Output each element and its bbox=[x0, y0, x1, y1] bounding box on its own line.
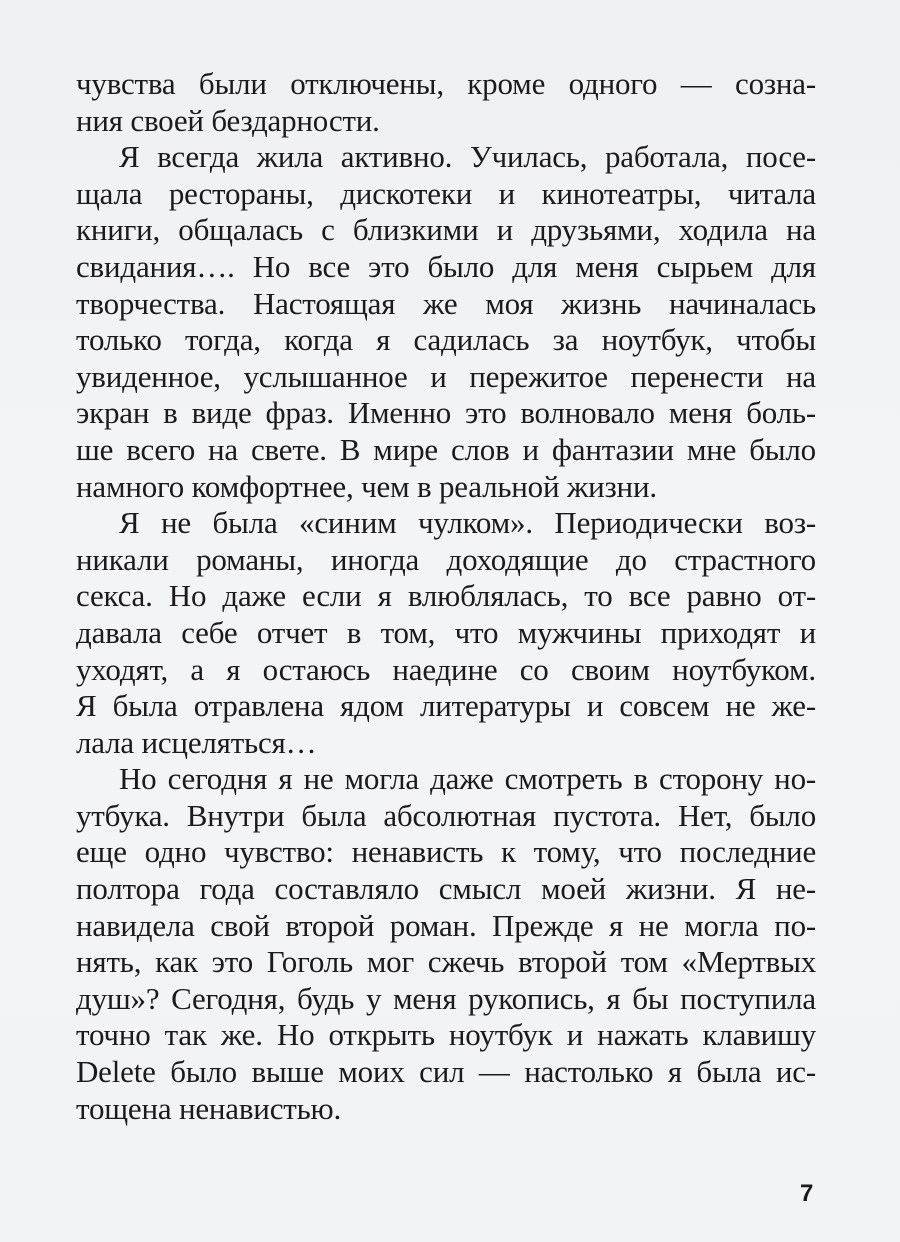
text-line: нять, как это Гоголь мог сжечь второй том «Мертвых bbox=[76, 944, 816, 980]
body-text bbox=[76, 66, 816, 1127]
text-line: увиденное, услышанное и пережитое перенести на bbox=[76, 358, 816, 394]
text-line: намного комфортнее, чем в реальной жизни. bbox=[76, 468, 657, 504]
text-line: Я была отравлена ядом литературы и совсем не же- bbox=[76, 688, 816, 724]
text-line: ния своей бездарности. bbox=[76, 102, 380, 138]
text-line: точно так же. Но открыть ноутбук и нажать клавишу bbox=[76, 1017, 816, 1053]
text-line: ше всего на свете. В мире слов и фантазии мне было bbox=[76, 431, 816, 467]
page-number: 7 bbox=[800, 1180, 814, 1207]
text-line: навидела свой второй роман. Прежде я не могла по- bbox=[76, 907, 816, 943]
text-line: книги, общалась с близкими и друзьями, ходила на bbox=[76, 212, 816, 248]
text-line: еще одно чувство: ненависть к тому, что последние bbox=[76, 834, 816, 870]
text-line: Delete было выше моих сил — настолько я была ис- bbox=[76, 1054, 816, 1090]
text-line: душ»? Сегодня, будь у меня рукопись, я бы поступила bbox=[76, 980, 816, 1016]
paragraph-first-line: Но сегодня я не могла даже смотреть в сторону но- bbox=[119, 761, 816, 797]
text-line: тощена ненавистью. bbox=[76, 1090, 342, 1126]
text-line: щала рестораны, дискотеки и кинотеатры, читала bbox=[76, 175, 816, 211]
text-line: уходят, а я остаюсь наедине со своим ноутбуком. bbox=[76, 651, 816, 687]
text-line: чувства были отключены, кроме одного — созна- bbox=[76, 66, 816, 101]
text-line: творчества. Настоящая же моя жизнь начиналась bbox=[76, 285, 816, 321]
paragraph-first-line: Я всегда жила активно. Училась, работала, посе- bbox=[119, 139, 816, 175]
text-line: утбука. Внутри была абсолютная пустота. Нет, было bbox=[76, 797, 816, 833]
text-line: лала исцеляться… bbox=[76, 724, 317, 760]
text-line: давала себе отчет в том, что мужчины приходят и bbox=[76, 614, 816, 650]
text-line: свидания…. Но все это было для меня сырьем для bbox=[76, 248, 816, 284]
text-line: секса. Но даже если я влюблялась, то все равно от- bbox=[76, 578, 816, 614]
text-line: полтора года составляло смысл моей жизни. Я не- bbox=[76, 871, 816, 907]
text-line: никали романы, иногда доходящие до страстного bbox=[76, 541, 816, 577]
paragraph-first-line: Я не была «синим чулком». Периодически воз- bbox=[119, 505, 816, 541]
text-line: только тогда, когда я садилась за ноутбук, чтобы bbox=[76, 322, 816, 358]
text-line: экран в виде фраз. Именно это волновало меня боль- bbox=[76, 395, 816, 431]
